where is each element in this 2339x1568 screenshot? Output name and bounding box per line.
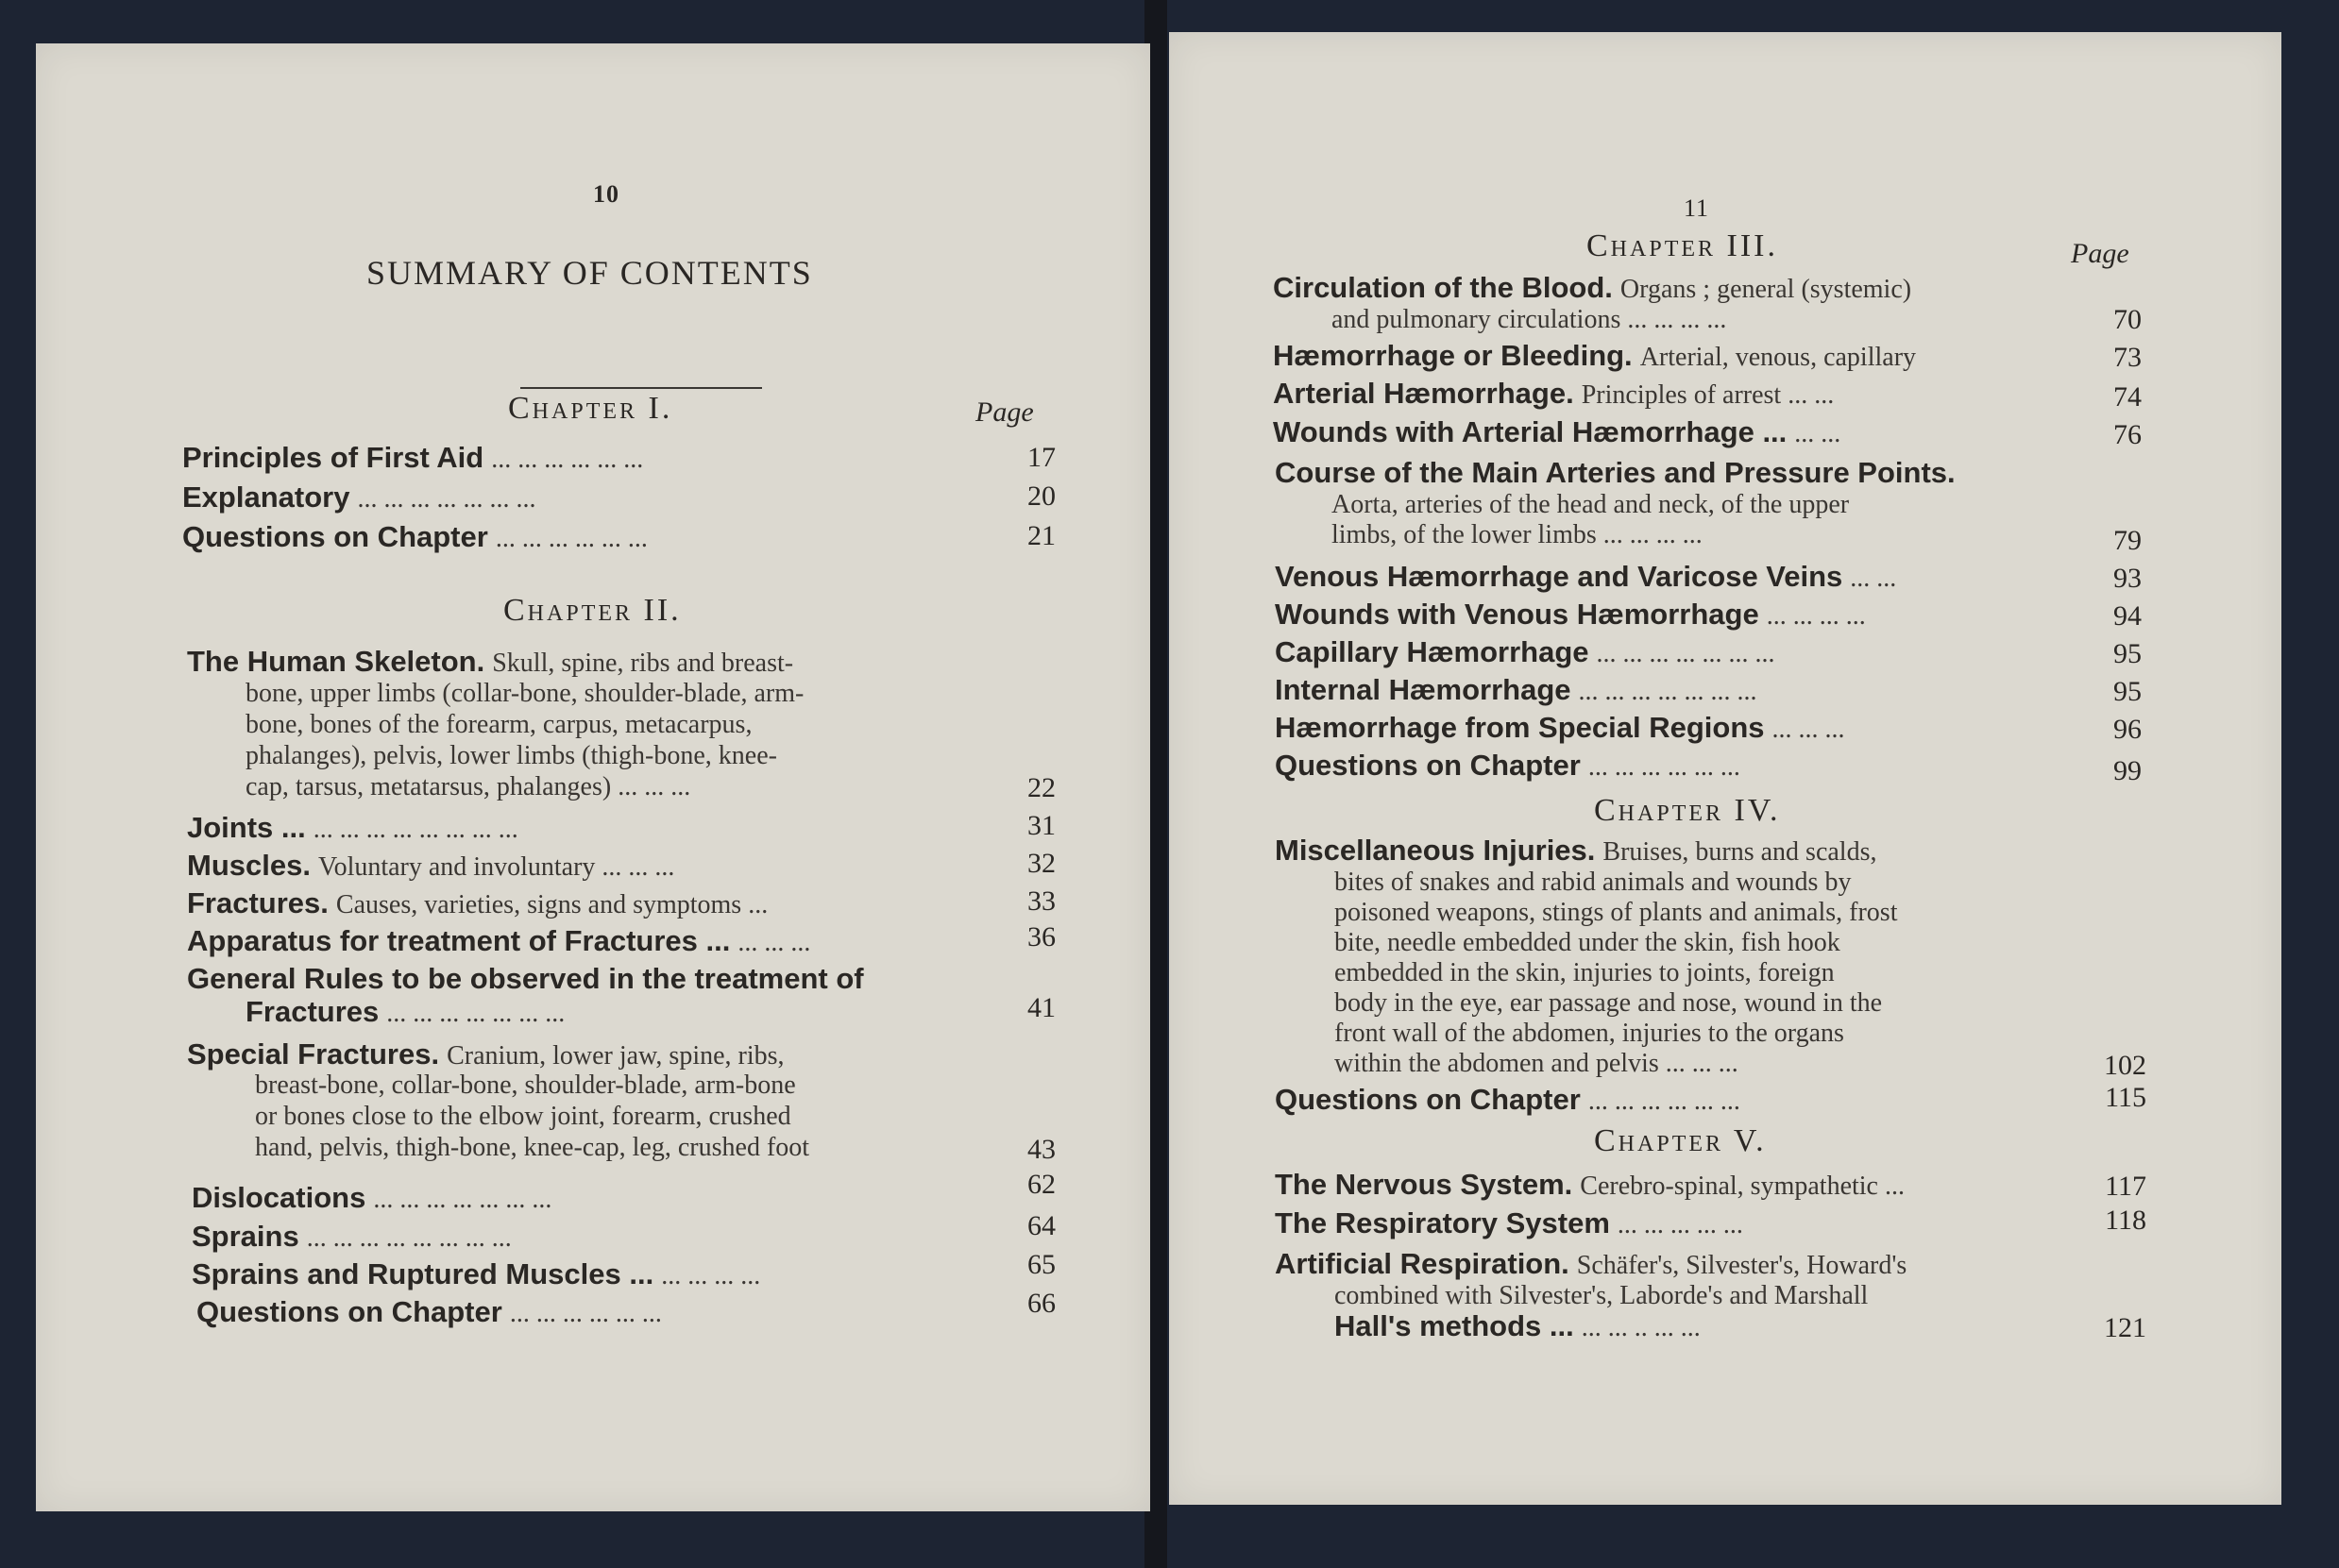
toc-entry[interactable]	[187, 921, 810, 962]
entry-detail-line: bone, upper limbs (collar-bone, shoulder-blade, arm-	[246, 679, 805, 708]
toc-entry[interactable]	[1275, 1204, 1743, 1244]
entry-detail-line: phalanges), pelvis, lower limbs (thigh-bone, knee-	[246, 741, 777, 770]
entry-page: 95	[2113, 638, 2142, 669]
page-column-heading: Page	[975, 396, 1034, 428]
entry-page: 99	[2113, 755, 2142, 786]
entry-page: 79	[2113, 525, 2142, 556]
title-rule	[520, 387, 762, 389]
entry-title: Special Fractures.	[187, 1037, 440, 1071]
entry-description: Arterial, venous, capillary	[1639, 343, 1917, 372]
entry-title: Apparatus for treatment of Fractures ...	[187, 924, 731, 957]
entry-title: Hall's methods ...	[1334, 1309, 1574, 1342]
toc-entry[interactable]	[182, 517, 648, 558]
entry-page: 36	[1027, 921, 1056, 953]
toc-entry[interactable]	[1275, 595, 1866, 635]
entry-title: Hæmorrhage or Bleeding.	[1273, 339, 1633, 372]
entry-title: Fractures.	[187, 886, 329, 919]
entry-title: Arterial Hæmorrhage.	[1273, 377, 1574, 410]
entry-page: 64	[1027, 1210, 1056, 1241]
entry-page: 62	[1027, 1169, 1056, 1200]
entry-detail-line: combined with Silvester's, Laborde's and Marshall	[1334, 1281, 1869, 1310]
entry-description: Schäfer's, Silvester's, Howard's	[1576, 1251, 1907, 1280]
entry-title: Artificial Respiration.	[1275, 1247, 1569, 1280]
entry-detail-line: embedded in the skin, injuries to joints, foreign	[1334, 958, 1835, 987]
entry-page: 74	[2113, 381, 2142, 413]
entry-title: Capillary Hæmorrhage	[1275, 635, 1589, 668]
toc-entry[interactable]	[1273, 374, 1834, 414]
entry-leader: ... ... ... ... ... ... ...	[386, 999, 566, 1028]
entry-title: Sprains and Ruptured Muscles ...	[192, 1257, 654, 1290]
left-page	[36, 43, 1150, 1511]
entry-title: Course of the Main Arteries and Pressure Points.	[1275, 456, 1956, 489]
toc-entry[interactable]	[187, 808, 518, 849]
entry-description: Principles of arrest ... ...	[1581, 380, 1835, 410]
toc-entry[interactable]	[196, 1292, 662, 1333]
chapter-heading: Chapter V.	[1594, 1123, 1767, 1158]
page-number: 11	[1684, 194, 1710, 222]
entry-title: Miscellaneous Injuries.	[1275, 834, 1596, 867]
entry-title: Principles of First Aid	[182, 441, 484, 474]
entry-description: Organs ; general (systemic)	[1619, 275, 1912, 304]
entry-title: Dislocations	[192, 1181, 366, 1214]
entry-leader: ... ...	[1850, 564, 1897, 593]
entry-title: Internal Hæmorrhage	[1275, 673, 1571, 706]
entry-leader: ... ... ... ... ... ... ...	[1596, 639, 1775, 668]
toc-entry[interactable]	[182, 438, 643, 479]
page-number: 10	[593, 180, 619, 208]
entry-page: 31	[1027, 810, 1056, 841]
entry-page: 94	[2113, 600, 2142, 632]
entry-description: Skull, spine, ribs and breast-	[492, 649, 794, 678]
entry-title: Questions on Chapter	[182, 520, 488, 553]
entry-leader: ... ...	[1794, 419, 1841, 448]
entry-description: Cerebro-spinal, sympathetic ...	[1580, 1172, 1905, 1201]
entry-title: Circulation of the Blood.	[1273, 271, 1613, 304]
entry-title: Hæmorrhage from Special Regions	[1275, 711, 1765, 744]
toc-entry[interactable]	[1273, 413, 1840, 453]
toc-entry[interactable]	[182, 478, 535, 518]
toc-entry[interactable]	[1275, 1165, 1905, 1206]
toc-entry[interactable]	[187, 884, 768, 924]
entry-page: 118	[2105, 1205, 2146, 1236]
entry-detail-line: bites of snakes and rabid animals and wounds by	[1334, 868, 1852, 897]
entry-detail-line: cap, tarsus, metatarsus, phalanges) ... ... ...	[246, 772, 691, 801]
entry-title: Wounds with Venous Hæmorrhage	[1275, 598, 1759, 631]
toc-entry[interactable]	[1273, 336, 1916, 377]
entry-leader: ... ... ... ...	[1766, 601, 1866, 631]
entry-leader: ... ... ... ... ... ... ...	[373, 1185, 552, 1214]
entry-description: Bruises, burns and scalds,	[1602, 837, 1877, 867]
toc-entry[interactable]	[187, 846, 674, 886]
entry-title: The Respiratory System	[1275, 1206, 1610, 1239]
entry-leader: ... ... ... ... ... ...	[495, 524, 648, 553]
entry-leader: ... ... ... ... ... ...	[1587, 752, 1740, 782]
entry-title: Venous Hæmorrhage and Varicose Veins	[1275, 560, 1843, 593]
entry-page: 76	[2113, 419, 2142, 450]
entry-page: 93	[2113, 563, 2142, 594]
entry-title: The Nervous System.	[1275, 1168, 1573, 1201]
entry-detail-line: front wall of the abdomen, injuries to the organs	[1334, 1019, 1844, 1048]
entry-leader: ... ... ... ...	[661, 1261, 761, 1290]
entry-page: 20	[1027, 481, 1056, 512]
entry-page: 96	[2113, 714, 2142, 745]
entry-leader: ... ... ...	[1771, 715, 1845, 744]
entry-detail-line: bite, needle embedded under the skin, fish hook	[1334, 928, 1840, 957]
toc-entry-continuation	[246, 992, 565, 1033]
toc-entry[interactable]	[1275, 670, 1757, 711]
chapter-heading: Chapter III.	[1586, 228, 1778, 263]
entry-page: 22	[1027, 772, 1056, 803]
entry-leader: ... ... ... ... ... ... ... ...	[313, 815, 518, 844]
chapter-heading: Chapter IV.	[1594, 793, 1781, 828]
toc-entry[interactable]	[192, 1255, 760, 1295]
entry-title: Muscles.	[187, 849, 311, 882]
entry-page: 95	[2113, 676, 2142, 707]
entry-title: Wounds with Arterial Hæmorrhage ...	[1273, 415, 1788, 448]
entry-description: Causes, varieties, signs and symptoms ...	[335, 890, 769, 919]
toc-entry[interactable]	[1273, 268, 1911, 309]
entry-detail-line: bone, bones of the forearm, carpus, metacarpus,	[246, 710, 753, 739]
entry-page: 21	[1027, 520, 1056, 551]
page-title: SUMMARY OF CONTENTS	[366, 254, 813, 292]
entry-description: Voluntary and involuntary ... ... ...	[317, 852, 675, 882]
entry-detail-line: body in the eye, ear passage and nose, wound in the	[1334, 988, 1883, 1018]
entry-detail-line: hand, pelvis, thigh-bone, knee-cap, leg, crushed foot	[255, 1133, 810, 1162]
entry-leader: ... ... ... ... ...	[1617, 1210, 1743, 1239]
entry-title: Questions on Chapter	[1275, 1083, 1581, 1116]
entry-detail-line: breast-bone, collar-bone, shoulder-blade, arm-bone	[255, 1071, 796, 1100]
entry-detail-line: within the abdomen and pelvis ... ... ...	[1334, 1049, 1738, 1078]
entry-page: 32	[1027, 848, 1056, 879]
entry-leader: ... ... ... ... ... ...	[491, 445, 644, 474]
toc-entry-continuation	[1334, 1307, 1701, 1347]
entry-detail-line: limbs, of the lower limbs ... ... ... ...	[1331, 520, 1703, 549]
chapter-heading: Chapter II.	[503, 593, 682, 628]
entry-page: 41	[1027, 992, 1056, 1023]
toc-entry[interactable]	[192, 1178, 551, 1219]
right-page	[1169, 32, 2281, 1505]
toc-entry[interactable]	[1275, 746, 1740, 786]
entry-page: 66	[1027, 1288, 1056, 1319]
entry-leader: ... ... ...	[737, 928, 811, 957]
entry-detail-line: Aorta, arteries of the head and neck, of the upper	[1331, 490, 1850, 519]
entry-leader: ... ... ... ... ... ...	[509, 1299, 662, 1328]
toc-entry[interactable]	[1275, 1244, 1907, 1285]
toc-entry[interactable]	[1275, 632, 1775, 673]
entry-leader: ... ... ... ... ... ... ...	[357, 484, 536, 514]
entry-page: 65	[1027, 1249, 1056, 1280]
entry-title: Explanatory	[182, 481, 350, 514]
entry-detail-line: poisoned weapons, stings of plants and animals, frost	[1334, 898, 1898, 927]
entry-title: The Human Skeleton.	[187, 645, 485, 678]
entry-leader: ... ... ... ... ... ... ...	[1578, 677, 1757, 706]
page-column-heading: Page	[2071, 238, 2129, 269]
entry-title: Sprains	[192, 1220, 299, 1253]
chapter-heading: Chapter I.	[508, 391, 673, 426]
toc-entry[interactable]	[187, 642, 793, 683]
entry-detail-line: or bones close to the elbow joint, forearm, crushed	[255, 1102, 791, 1131]
entry-page: 70	[2113, 304, 2142, 335]
entry-title: Joints ...	[187, 811, 306, 844]
entry-title: Questions on Chapter	[196, 1295, 502, 1328]
entry-title: General Rules to be observed in the treatment of	[187, 962, 864, 995]
entry-leader: ... ... ... ... ... ...	[1587, 1087, 1740, 1116]
entry-detail-line: and pulmonary circulations ... ... ... ...	[1331, 305, 1727, 334]
toc-entry[interactable]	[1275, 453, 1956, 492]
toc-entry[interactable]	[1275, 831, 1876, 871]
toc-entry[interactable]	[192, 1217, 512, 1257]
entry-description: Cranium, lower jaw, spine, ribs,	[447, 1041, 785, 1071]
entry-title: Fractures	[246, 995, 380, 1028]
entry-page: 115	[2105, 1082, 2146, 1113]
entry-leader: ... ... .. ... ...	[1581, 1313, 1701, 1342]
entry-leader: ... ... ... ... ... ... ... ...	[306, 1223, 512, 1253]
toc-entry[interactable]	[1275, 1080, 1740, 1121]
entry-title: Questions on Chapter	[1275, 749, 1581, 782]
entry-page: 33	[1027, 885, 1056, 917]
entry-page: 73	[2113, 342, 2142, 373]
entry-page: 102	[2104, 1050, 2146, 1081]
toc-entry[interactable]	[1275, 708, 1845, 749]
entry-page: 43	[1027, 1134, 1056, 1165]
entry-page: 121	[2104, 1312, 2146, 1343]
entry-page: 17	[1027, 442, 1056, 473]
entry-page: 117	[2105, 1171, 2146, 1202]
toc-entry[interactable]	[1275, 557, 1896, 598]
